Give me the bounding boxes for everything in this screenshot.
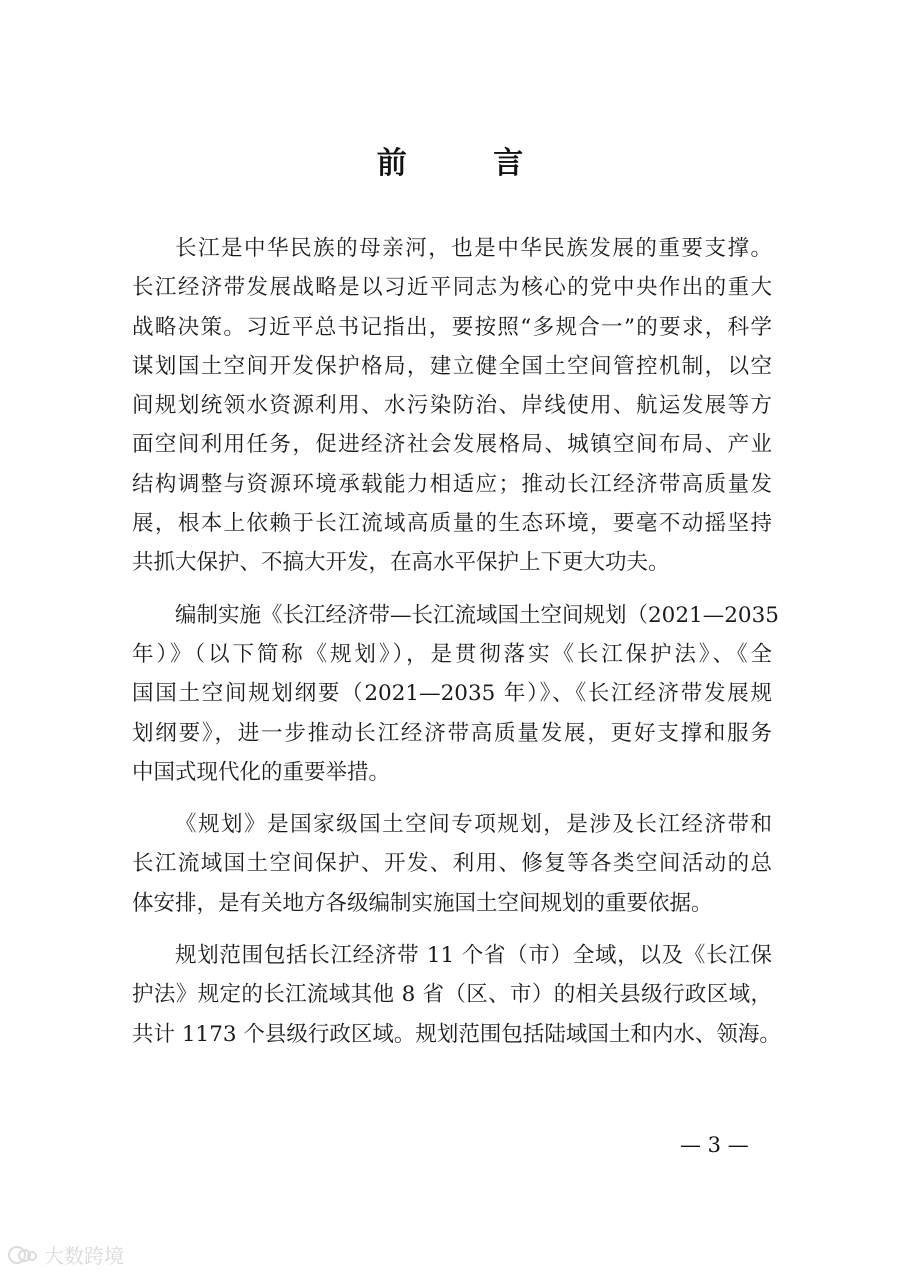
paragraph: [132, 805, 772, 923]
paragraph-line: 长江是中华民族的母亲河，也是中华民族发展的重要支撑。: [175, 236, 772, 261]
paragraph-line: 中国式现代化的重要举措。: [132, 759, 391, 785]
paragraph: [132, 596, 779, 792]
paragraph-line: 《规划》是国家级国土空间专项规划，是涉及长江经济带和: [175, 812, 772, 838]
paragraph-line: 编制实施《长江经济带—长江流域国土空间规划（2021—2035: [175, 602, 779, 628]
paragraph-line: 结构调整与资源环境承载能力相适应；推动长江经济带高质量发: [132, 471, 772, 497]
paragraph-line: 共计 1173 个县级行政区域。规划范围包括陆域国土和内水、领海。: [132, 1021, 781, 1047]
paragraph-line: 划纲要》，进一步推动长江经济带高质量发展，更好支撑和服务: [132, 720, 772, 746]
paragraph-line: 国国土空间规划纲要（2021—2035 年）》、《长江经济带发展规: [132, 681, 772, 707]
paragraph-line: 谋划国土空间开发保护格局，建立健全国土空间管控机制，以空: [132, 353, 772, 379]
watermark-text: 大数跨境: [44, 1244, 124, 1268]
paragraph: [132, 229, 772, 583]
document-body: [132, 229, 781, 1054]
watermark: [8, 1240, 124, 1269]
paragraph-line: 面空间利用任务，促进经济社会发展格局、城镇空间布局、产业: [132, 432, 772, 458]
paragraph-line: 护法》规定的长江流域其他 8 省（区、市）的相关县级行政区域，: [132, 982, 772, 1008]
paragraph-line: 间规划统领水资源利用、水污染防治、岸线使用、航运发展等方: [132, 393, 772, 419]
paragraph-line: 共抓大保护、不搞大开发，在高水平保护上下更大功夫。: [132, 550, 670, 576]
paragraph-line: 战略决策。习近平总书记指出，要按照“多规合一”的要求，科学: [132, 314, 772, 340]
paragraph-line: 展，根本上依赖于长江流域高质量的生态环境，要毫不动摇坚持: [132, 511, 772, 537]
page-title: 前 言: [376, 146, 562, 181]
paragraph-line: 长江经济带发展战略是以习近平同志为核心的党中央作出的重大: [132, 275, 772, 301]
page-number: — 3 —: [680, 1133, 749, 1157]
paragraph-line: 规划范围包括长江经济带 11 个省（市）全域，以及《长江保: [175, 943, 772, 969]
paragraph-line: 长江流域国土空间保护、开发、利用、修复等各类空间活动的总: [132, 851, 772, 877]
paragraph-line: 体安排，是有关地方各级编制实施国土空间规划的重要依据。: [132, 890, 713, 916]
brand-logo-icon: [8, 1244, 38, 1266]
paragraph: [132, 936, 781, 1054]
paragraph-line: 年）》（以下简称《规划》），是贯彻落实《长江保护法》、《全: [132, 641, 772, 667]
